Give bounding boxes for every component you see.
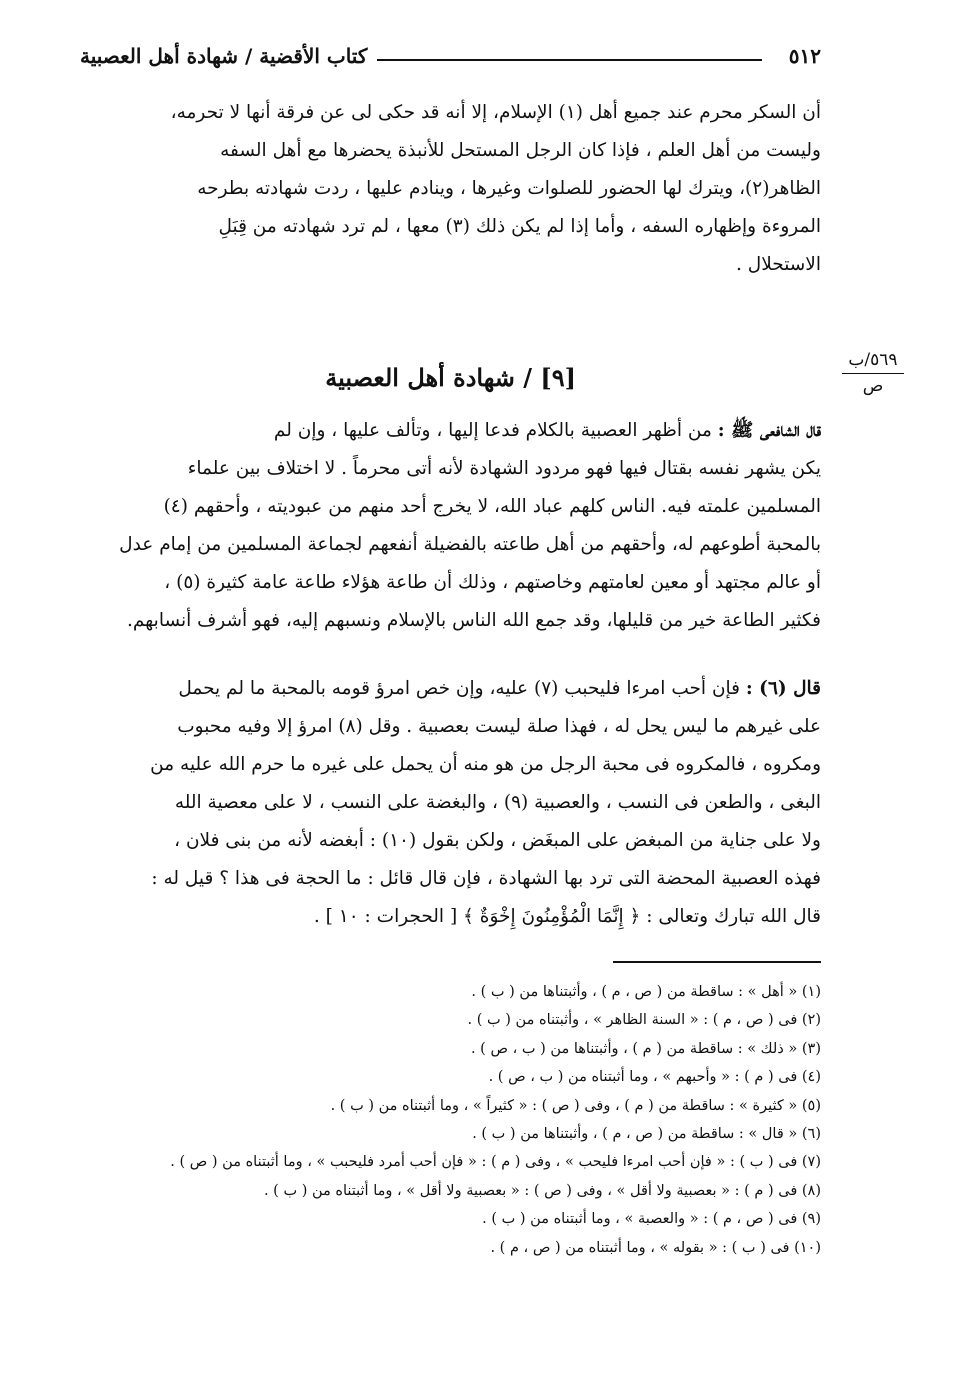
- section-paragraph-1: [83, 412, 821, 640]
- section-heading: [٩] / شهادة أهل العصبية: [325, 363, 576, 392]
- text-line: ولا على جناية من المبغض على المبغَض ، ولكن بقول (١٠) : أبغضه لأنه من بنى فلان ،: [174, 830, 821, 851]
- footnote-rule: [613, 961, 821, 963]
- margin-ref-rule: [842, 373, 904, 374]
- text-line: [83, 412, 821, 450]
- text-line: وليست من أهل العلم ، فإذا كان الرجل المستحل للأنبذة يحضرها مع أهل السفه: [220, 140, 821, 161]
- running-title: كتاب الأقضية / شهادة أهل العصبية: [80, 44, 368, 68]
- text-line: الظاهر(٢)، ويترك لها الحضور للصلوات وغيرها ، وينادم عليها ، ردت شهادته بطرحه: [197, 178, 821, 199]
- text-line: أو عالم مجتهد أو معين لعامتهم وخاصتهم ، وذلك أن طاعة هؤلاء طاعة عامة كثيرة (٥) ،: [164, 572, 821, 593]
- text-line: [83, 670, 821, 708]
- text-line: فهذه العصبية المحضة التى ترد بها الشهادة ، فإن قال قائل : ما الحجة فى هذا ؟ قيل له :: [151, 868, 821, 889]
- footnote: (٩) فى ( ص ، م ) : « والعصبة » ، وما أثبتناه من ( ب ) .: [482, 1211, 821, 1228]
- text-line: فكثير الطاعة خير من قليلها، وقد جمع الله الناس بالإسلام ونسبهم إليه، فهو أشرف أنسابهم.: [126, 610, 821, 631]
- text-line: بالمحبة أطوعهم له، وأحقهم من أهل طاعته بالفضيلة أنفعهم لجماعة المسلمين من إمام عدل: [119, 534, 821, 555]
- footnote: (٧) فى ( ب ) : « فإن أحب امرءا فليحب » ، وفى ( م ) : « فإن أحب أمرد فليحبب » ، وما أثبتناه من ( ص ) .: [170, 1154, 821, 1171]
- text-line: ومكروه ، فالمكروه فى محبة الرجل من هو منه أن يحمل على غيره ما حرم الله عليه من: [150, 754, 821, 775]
- footnote: (٣) « ذلك » : ساقطة من ( م ) ، وأثبتناها من ( ب ، ص ) .: [470, 1040, 821, 1057]
- section-paragraph-2: [83, 670, 821, 936]
- footnote: (١٠) فى ( ب ) : « بقوله » ، وما أثبتناه من ( ص ، م ) .: [490, 1239, 821, 1256]
- speaker-lead: قال (٦) :: [745, 678, 821, 699]
- page-number: ٥١٢: [788, 44, 821, 68]
- header-rule: [377, 59, 762, 61]
- text-line-body: فإن أحب امرءا فليحبب (٧) عليه، وإن خص امرؤ قومه بالمحبة ما لم يحمل: [178, 678, 741, 699]
- footnote: (٥) « كثيرة » : ساقطة من ( م ) ، وفى ( ص ) : « كثيراً » ، وما أثبتناه من ( ب ) .: [330, 1097, 821, 1114]
- text-line: البغى ، والطعن فى النسب ، والعصبية (٩) ، والبغضة على النسب ، لا على معصية الله: [174, 792, 821, 813]
- footnote: (١) « أهل » : ساقطة من ( ص ، م ) ، وأثبتناها من ( ب ) .: [471, 984, 821, 1000]
- footnotes: [81, 978, 821, 1262]
- footnote: (٨) فى ( م ) : « بعصبية ولا أقل » ، وفى ( ص ) : « بعصبية ولا أقل » ، وما أثبتناه من ( ب ) .: [263, 1182, 821, 1199]
- text-line: على غيرهم ما ليس يحل له ، فهذا صلة ليست بعصبية . وقل (٨) امرؤ إلا وفيه محبوب: [177, 716, 821, 737]
- speaker-lead: قال الشافعى ﷺ :: [717, 420, 821, 441]
- text-line-body: من أظهر العصبية بالكلام فدعا إليها ، وتألف عليها ، وإن لم: [273, 420, 712, 441]
- footnote: (٢) فى ( ص ، م ) : « السنة الظاهر » ، وأثبتناه من ( ب ) .: [467, 1012, 821, 1029]
- text-line: أن السكر محرم عند جميع أهل (١) الإسلام، إلا أنه قد حكى لى عن فرقة أنها لا تحرمه،: [170, 102, 821, 123]
- text-line: يكن يشهر نفسه بقتال فيها فهو مردود الشهادة لأنه أتى محرماً . لا اختلاف بين علماء: [187, 458, 821, 479]
- footnote: (٦) « قال » : ساقطة من ( ص ، م ) ، وأثبتناها من ( ب ) .: [472, 1126, 821, 1143]
- text-line: الاستحلال .: [736, 254, 821, 275]
- intro-paragraph: [83, 94, 821, 284]
- footnote: (٤) فى ( م ) : « وأحبهم » ، وما أثبتناه من ( ب ، ص ) .: [488, 1069, 821, 1086]
- text-line: قال الله تبارك وتعالى : ﴿ إِنَّمَا الْمُؤْمِنُونَ إِخْوَةٌ ﴾ [ الحجرات : ١٠ ] .: [313, 906, 821, 927]
- margin-ref-folio: ٥٦٩/ب: [848, 350, 898, 370]
- text-line: المروءة وإظهاره السفه ، وأما إذا لم يكن ذلك (٣) معها ، لم ترد شهادته من قِبَلِ: [218, 216, 821, 237]
- margin-ref-siglum: ص: [862, 376, 884, 396]
- margin-manuscript-ref: [842, 350, 904, 396]
- text-line: المسلمين علمته فيه. الناس كلهم عباد الله، لا يخرج أحد منهم من عبوديته ، وأحقهم (٤): [163, 496, 821, 517]
